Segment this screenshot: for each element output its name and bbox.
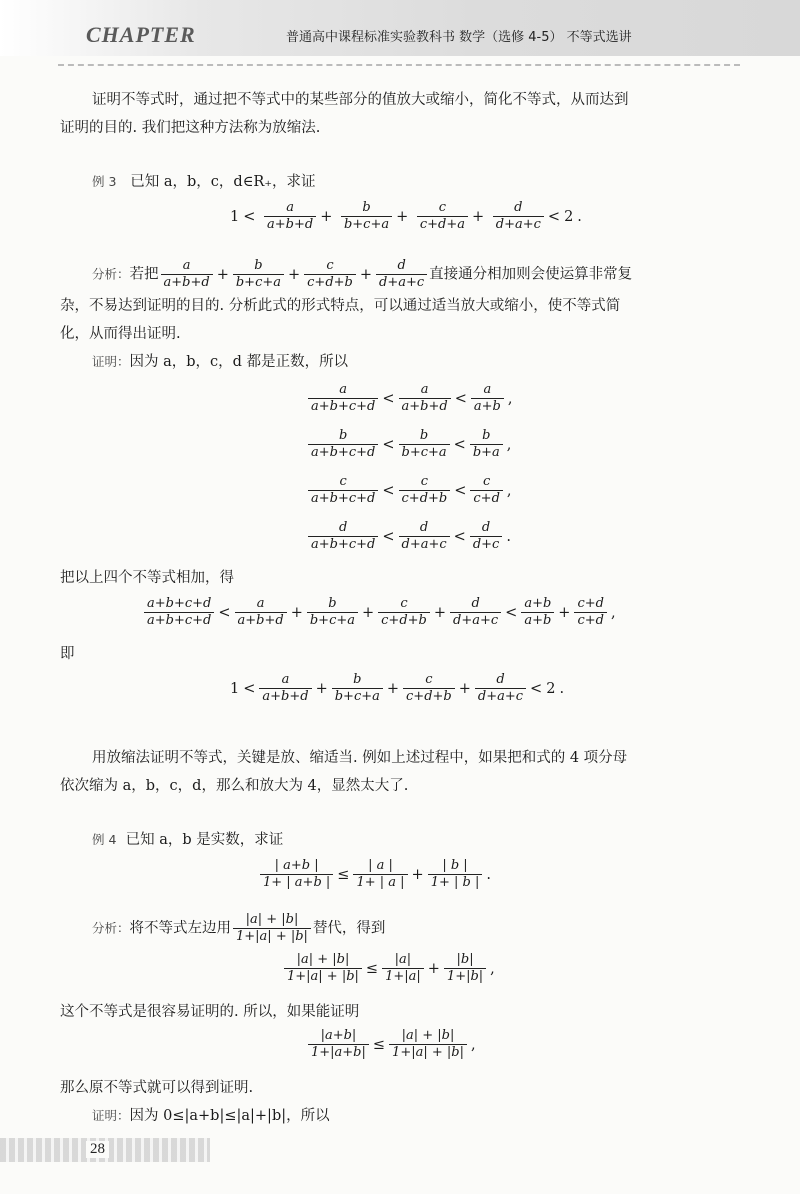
example-4-inequality: $\frac{| a+b |}{1+ | a+b |}$ ≤ $\frac{| a |}{1+ | a |}$ + $\frac{| b |}{1+ | b |}$ . — [258, 858, 493, 891]
example-3-analysis: 分析：若把 $\frac{a}{a+b+d}$ + $\frac{b}{b+c+a}$ + $\frac{c}{c+d+b}$ + $\frac{d}{d+a+c}$ 直接通分相加则会使运算非常复 — [92, 258, 633, 290]
chapter-label: CHAPTER — [86, 22, 196, 47]
example-3-statement — [92, 172, 782, 192]
fraction: $\frac{d}{d+a+c}$ — [493, 200, 544, 233]
proof-inequality-b: $\frac{b}{a+b+c+d}$ < $\frac{b}{b+c+a}$ < $\frac{b}{b+a}$ , — [306, 428, 513, 461]
add-inequalities-text: 把以上四个不等式相加，得 — [60, 570, 234, 586]
final-inequality: 1 < $\frac{a}{a+b+d}$ + $\frac{b}{b+c+a}$ + $\frac{c}{c+d+b}$ + $\frac{d}{d+a+c}$ < 2 . — [230, 672, 565, 704]
intro-line-1: 证明不等式时，通过把不等式中的某些部分的值放大或缩小，简化不等式，从而达到 — [92, 92, 629, 108]
fraction: $\frac{c}{c+d+a}$ — [417, 200, 468, 233]
fraction: $\frac{a}{a+b+d}$ — [264, 200, 316, 233]
header-divider — [58, 64, 740, 66]
example-3-analysis-line-2: 杂，不易达到证明的目的. 分析此式的形式特点，可以通过适当放大或缩小，使不等式简 — [60, 298, 621, 314]
intro-line-2: 证明的目的. 我们把这种方法称为放缩法. — [60, 120, 321, 136]
example-4-intermediate: $\frac{|a| + |b|}{1+|a| + |b|}$ ≤ $\frac{|a|}{1+|a|}$ + $\frac{|b|}{1+|b|}$ , — [282, 952, 497, 985]
example-3-label: 例 3 — [92, 174, 117, 189]
example-3-analysis-line-3: 化，从而得出证明. — [60, 326, 181, 342]
proof-inequality-a: $\frac{a}{a+b+c+d}$ < $\frac{a}{a+b+d}$ < $\frac{a}{a+b}$ , — [306, 382, 514, 415]
example-4-key-inequality: $\frac{|a+b|}{1+|a+b|}$ ≤ $\frac{|a| + |b|}{1+|a| + |b|}$ , — [306, 1028, 478, 1061]
ji-text: 即 — [60, 646, 75, 662]
remark-line-2: 依次缩为 a，b，c，d，那么和放大为 4，显然太大了. — [60, 778, 409, 794]
then-proven-text: 那么原不等式就可以得到证明. — [60, 1080, 254, 1096]
proof-inequality-c: $\frac{c}{a+b+c+d}$ < $\frac{c}{c+d+b}$ < $\frac{c}{c+d}$ , — [306, 474, 514, 507]
example-3-inequality: 1 < $\frac{a}{a+b+d}$ + $\frac{b}{b+c+a}$ + $\frac{c}{c+d+a}$ + $\frac{d}{d+a+c}$ < 2 . — [230, 200, 582, 232]
fraction: $\frac{a}{a+b+d}$ — [161, 258, 213, 291]
page-number: 28 — [86, 1141, 109, 1158]
page-header — [0, 0, 800, 56]
fraction: $\frac{b}{b+c+a}$ — [233, 258, 284, 291]
proof-inequality-d: $\frac{d}{a+b+c+d}$ < $\frac{d}{d+a+c}$ < $\frac{d}{d+c}$ . — [306, 520, 513, 553]
example-3-text: 已知 a，b，c，d∈R₊，求证 — [130, 174, 316, 190]
example-4-proof: 证明：因为 0≤|a+b|≤|a|+|b|，所以 — [92, 1108, 330, 1124]
remark-line-1: 用放缩法证明不等式，关键是放、缩适当. 例如上述过程中，如果把和式的 4 项分母 — [92, 750, 628, 766]
example-3-proof: 证明：因为 a，b，c，d 都是正数，所以 — [92, 354, 349, 370]
book-title: 普通高中课程标准实验教科书 数学（选修 4-5） 不等式选讲 — [286, 30, 632, 45]
example-4-statement: 例 4 已知 a，b 是实数，求证 — [92, 832, 284, 848]
easy-proof-text: 这个不等式是很容易证明的. 所以，如果能证明 — [60, 1004, 360, 1020]
fraction: $\frac{b}{b+c+a}$ — [341, 200, 392, 233]
fraction: $\frac{d}{d+a+c}$ — [376, 258, 427, 291]
fraction: $\frac{c}{c+d+b}$ — [304, 258, 356, 291]
example-4-analysis: 分析：将不等式左边用 $\frac{|a| + |b|}{1+|a| + |b|}$ 替代，得到 — [92, 912, 386, 944]
summed-inequality: $\frac{a+b+c+d}{a+b+c+d}$ < $\frac{a}{a+b+d}$ + $\frac{b}{b+c+a}$ + $\frac{c}{c+d+b}$ + $\frac{d}{d+a+c}$ < $\frac{a+b}{a+b}$ + $\frac{c+d}{c+d}$ , — [142, 596, 618, 629]
